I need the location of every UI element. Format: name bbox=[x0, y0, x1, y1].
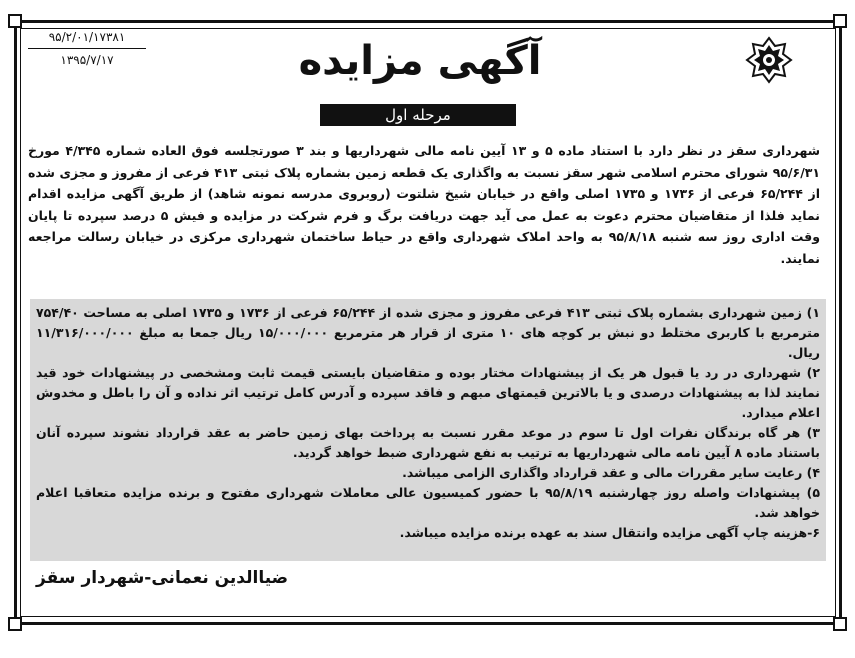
corner-ornament-bottom-right bbox=[833, 617, 847, 631]
signature-line bbox=[36, 568, 816, 588]
municipality-emblem-icon bbox=[745, 36, 793, 84]
condition-item: ۳) هر گاه برندگان نفرات اول تا سوم در موعد مقرر نسبت به پرداخت بهای زمین حاضر به عقد قرارداد نشوند سپرده آنان باستناد ماده ۸ آیین نامه مالی شهرداریها به ترتیب به نفع شهرداری ضبط خواهد گردید. bbox=[36, 425, 820, 460]
corner-ornament-top-left bbox=[8, 14, 22, 28]
reference-box bbox=[28, 30, 146, 67]
condition-item: ۲) شهرداری در رد یا قبول هر یک از پیشنهادات مختار بوده و متقاضیان بایستی قیمت ثابت ومشخصی در پیشنهادات خود قید نمایند لذا به پیشنهادات درصدی و یا بالاترین قیمتهای مبهم و فاقد سپرده و آدرس کامل ترتیب اثر نداده و آن را باطل و مخدوش اعلام میدارد. bbox=[36, 365, 820, 420]
condition-item: ۱) زمین شهرداری بشماره پلاک ثبتی ۴۱۳ فرعی مفروز و مجزی شده از ۶۵/۲۴۴ فرعی از ۱۷۳۶ و ۱۷۳۵ اصلی به مساحت ۷۵۴/۴۰ مترمربع با کاربری مختلط دو نبش بر کوچه های ۱۰ متری از قرار هر مترمربع ۱۵/۰۰۰/۰۰۰ ریال جمعا به مبلغ ۱۱/۳۱۶/۰۰۰/۰۰۰ ریال. bbox=[36, 305, 820, 360]
page-title: آگهی مزایده bbox=[298, 38, 542, 84]
signature: ضیاالدین نعمانی-شهردار سقز bbox=[36, 568, 289, 588]
reference-date: ۱۳۹۵/۷/۱۷ bbox=[60, 53, 114, 67]
stage-badge: مرحله اول bbox=[320, 104, 516, 126]
condition-item: ۴) رعایت سایر مقررات مالی و عقد قرارداد واگذاری الزامی میباشد. bbox=[402, 465, 820, 480]
condition-item: ۶-هزینه چاپ آگهی مزایده وانتقال سند به عهده برنده مزایده میباشد. bbox=[399, 525, 820, 540]
conditions-box bbox=[30, 299, 826, 561]
reference-number: ۹۵/۲/۰۱/۱۷۳۸۱ bbox=[28, 30, 146, 49]
intro-paragraph: شهرداری سقز در نظر دارد با استناد ماده ۵ و ۱۳ آیین نامه مالی شهرداریها و بند ۳ صورتجلسه فوق العاده شماره ۴/۳۴۵ مورخ ۹۵/۶/۳۱ شورای محترم اسلامی شهر سقز نسبت به واگذاری یک قطعه زمین بشماره پلاک ثبتی ۴۱۳ فرعی از مفروز و مجزی شده از ۶۵/۲۴۴ فرعی از ۱۷۳۶ و ۱۷۳۵ اصلی واقع در خیابان شیخ شلتوت (روبروی مدرسه نمونه شاهد) از طریق آگهی مزایده اقدام نماید فلذا از متقاضیان محترم دعوت به عمل می آید جهت دریافت برگ و فرم شرکت در مزایده و فیش ۵ درصد سپرده تا پایان وقت اداری روز سه شنبه ۹۵/۸/۱۸ به واحد املاک شهرداری واقع در حیاط ساختمان شهرداری مرکزی در خیابان رسالت مراجعه نمایند. bbox=[28, 143, 821, 266]
condition-item: ۵) پیشنهادات واصله روز چهارشنبه ۹۵/۸/۱۹ با حضور کمیسیون عالی معاملات شهرداری مفتوح و برنده مزایده متعاقبا اعلام خواهد شد. bbox=[36, 485, 820, 520]
corner-ornament-top-right bbox=[833, 14, 847, 28]
corner-ornament-bottom-left bbox=[8, 617, 22, 631]
